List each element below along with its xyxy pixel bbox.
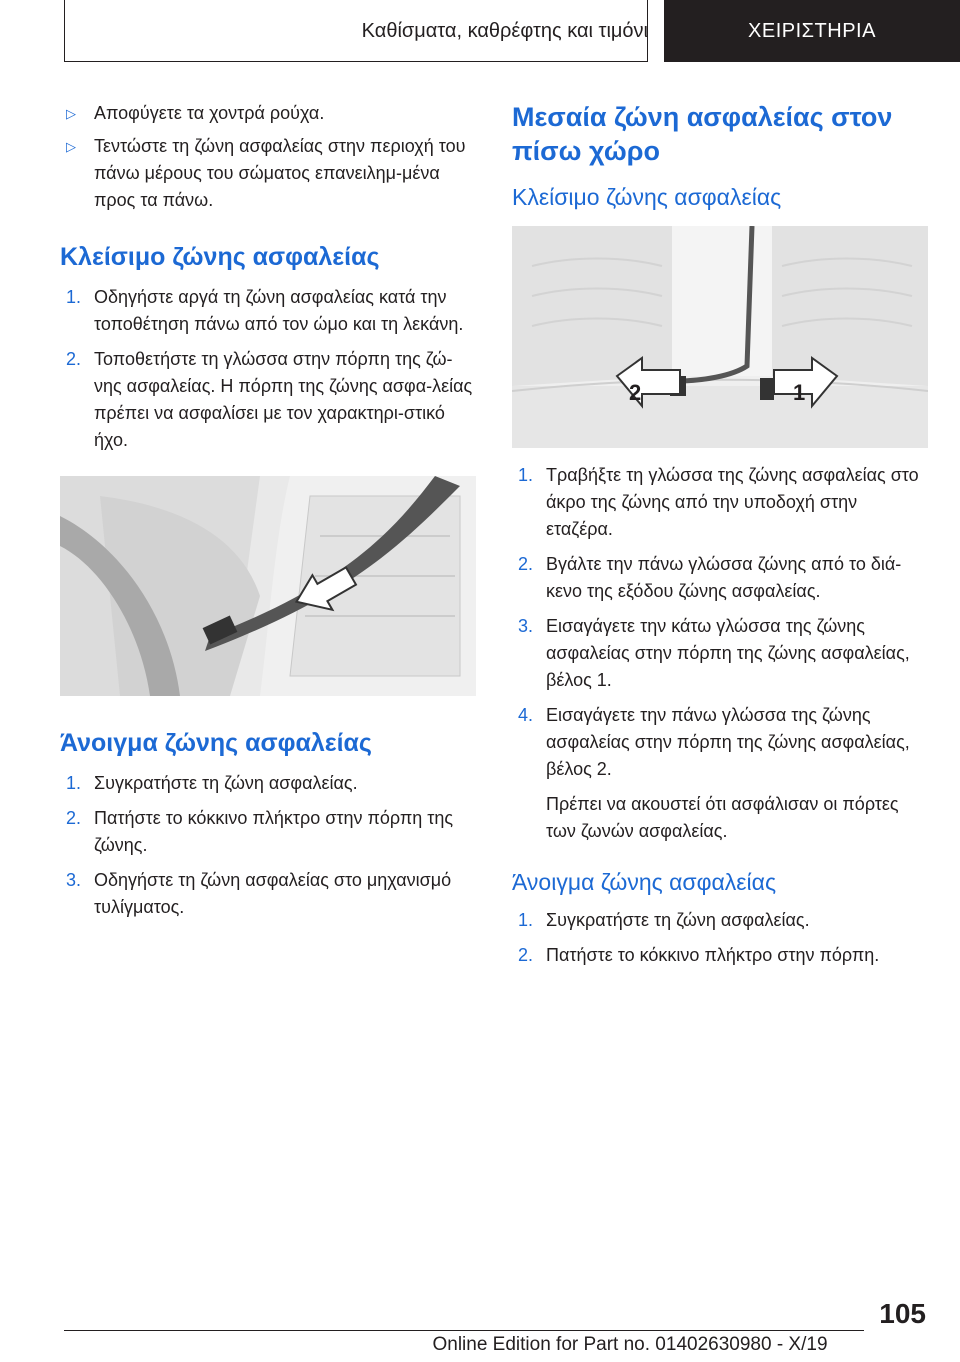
rear-center-belt-image [512,226,928,448]
step-text: Πατήστε το κόκκινο πλήκτρο στην πόρπη της ζώνης. [94,808,454,855]
step-item [512,907,928,934]
step-number: 2. [66,808,82,828]
step-text: Συγκρατήστε τη ζώνη ασφαλείας. [94,773,358,793]
step-text: Πατήστε το κόκκινο πλήκτρο στην πόρπη. [546,945,880,965]
bullet-triangle-icon: ▷ [66,106,76,121]
left-column [60,100,476,929]
step-item [60,867,476,921]
step-number: 1. [66,287,82,307]
step-number: 2. [66,349,82,369]
step-number: 1. [518,910,534,930]
step-item [60,284,476,338]
opening-heading: Άνοιγμα ζώνης ασφαλείας [60,729,372,757]
main-heading: Μεσαία ζώνη ασφαλείας στον πίσω χώρο [512,102,893,166]
step-item [60,805,476,859]
arrow-label-1: 1 [793,380,806,405]
footer-divider [64,1330,864,1331]
bullet-item [60,133,476,214]
opening-heading: Άνοιγμα ζώνης ασφαλείας [512,869,777,895]
note-text: Πρέπει να ακουστεί ότι ασφάλισαν οι πόρτες των ζωνών ασφαλείας. [546,794,899,841]
step-item [512,551,928,605]
bullet-triangle-icon: ▷ [66,139,76,154]
edition-text: Online Edition for Part no. 01402630980 - X/19 [432,1334,828,1355]
closing-heading: Κλείσιμο ζώνης ασφαλείας [512,184,782,210]
step-text: Συγκρατήστε τη ζώνη ασφαλείας. [546,910,810,930]
bullet-item [60,100,476,127]
step-number: 4. [518,705,534,725]
page-header [64,0,960,66]
step-number: 3. [66,870,82,890]
step-item [512,462,928,543]
right-column [512,100,928,977]
step-number: 1. [518,465,534,485]
seat-belt-buckle-image [60,476,476,696]
step-text: Τοποθετήστε τη γλώσσα στην πόρπη της ζώ-νης ασφαλείας. Η πόρπη της ζώνης ασφα-λείας πρέπει να ασφαλίσει με τον χαρακτηρι-στικό ήχο. [94,349,473,450]
step-text: Βγάλτε την πάνω γλώσσα ζώνης από το διά-κενο της εξόδου ζώνης ασφαλείας. [546,554,902,601]
step-number: 3. [518,616,534,636]
step-number: 1. [66,773,82,793]
step-number: 2. [518,554,534,574]
step-item [60,770,476,797]
step-text: Εισαγάγετε την πάνω γλώσσα της ζώνης ασφαλείας στην πόρπη της ζώνης ασφαλείας, βέλος 2. [546,705,910,779]
step-number: 2. [518,945,534,965]
step-item [512,942,928,969]
step-item [60,346,476,454]
bullet-text: Αποφύγετε τα χοντρά ρούχα. [94,103,325,123]
page-number: 105 [879,1298,926,1329]
chapter-title: Καθίσματα, καθρέφτης και τιμόνι [361,20,648,42]
step-item [512,702,928,783]
step-text: Οδηγήστε αργά τη ζώνη ασφαλείας κατά την τοποθέτηση πάνω από τον ώμο και τη λεκάνη. [94,287,464,334]
step-text: Εισαγάγετε την κάτω γλώσσα της ζώνης ασφαλείας στην πόρπη της ζώνης ασφαλείας, βέλος 1. [546,616,910,690]
section-tab: ΧΕΙΡΙΣΤΗΡΙΑ [664,0,960,62]
step-item [512,613,928,694]
step-text: Οδηγήστε τη ζώνη ασφαλείας στο μηχανισμό τυλίγματος. [94,870,452,917]
arrow-label-2: 2 [629,380,642,405]
closing-heading: Κλείσιμο ζώνης ασφαλείας [60,243,380,271]
bullet-text: Τεντώστε τη ζώνη ασφαλείας στην περιοχή του πάνω μέρους του σώματος επανειλημ-μένα προς τα πάνω. [94,136,466,210]
step-text: Τραβήξτε τη γλώσσα της ζώνης ασφαλείας στο άκρο της ζώνης από την υποδοχή στην εταζέρα. [546,465,919,539]
